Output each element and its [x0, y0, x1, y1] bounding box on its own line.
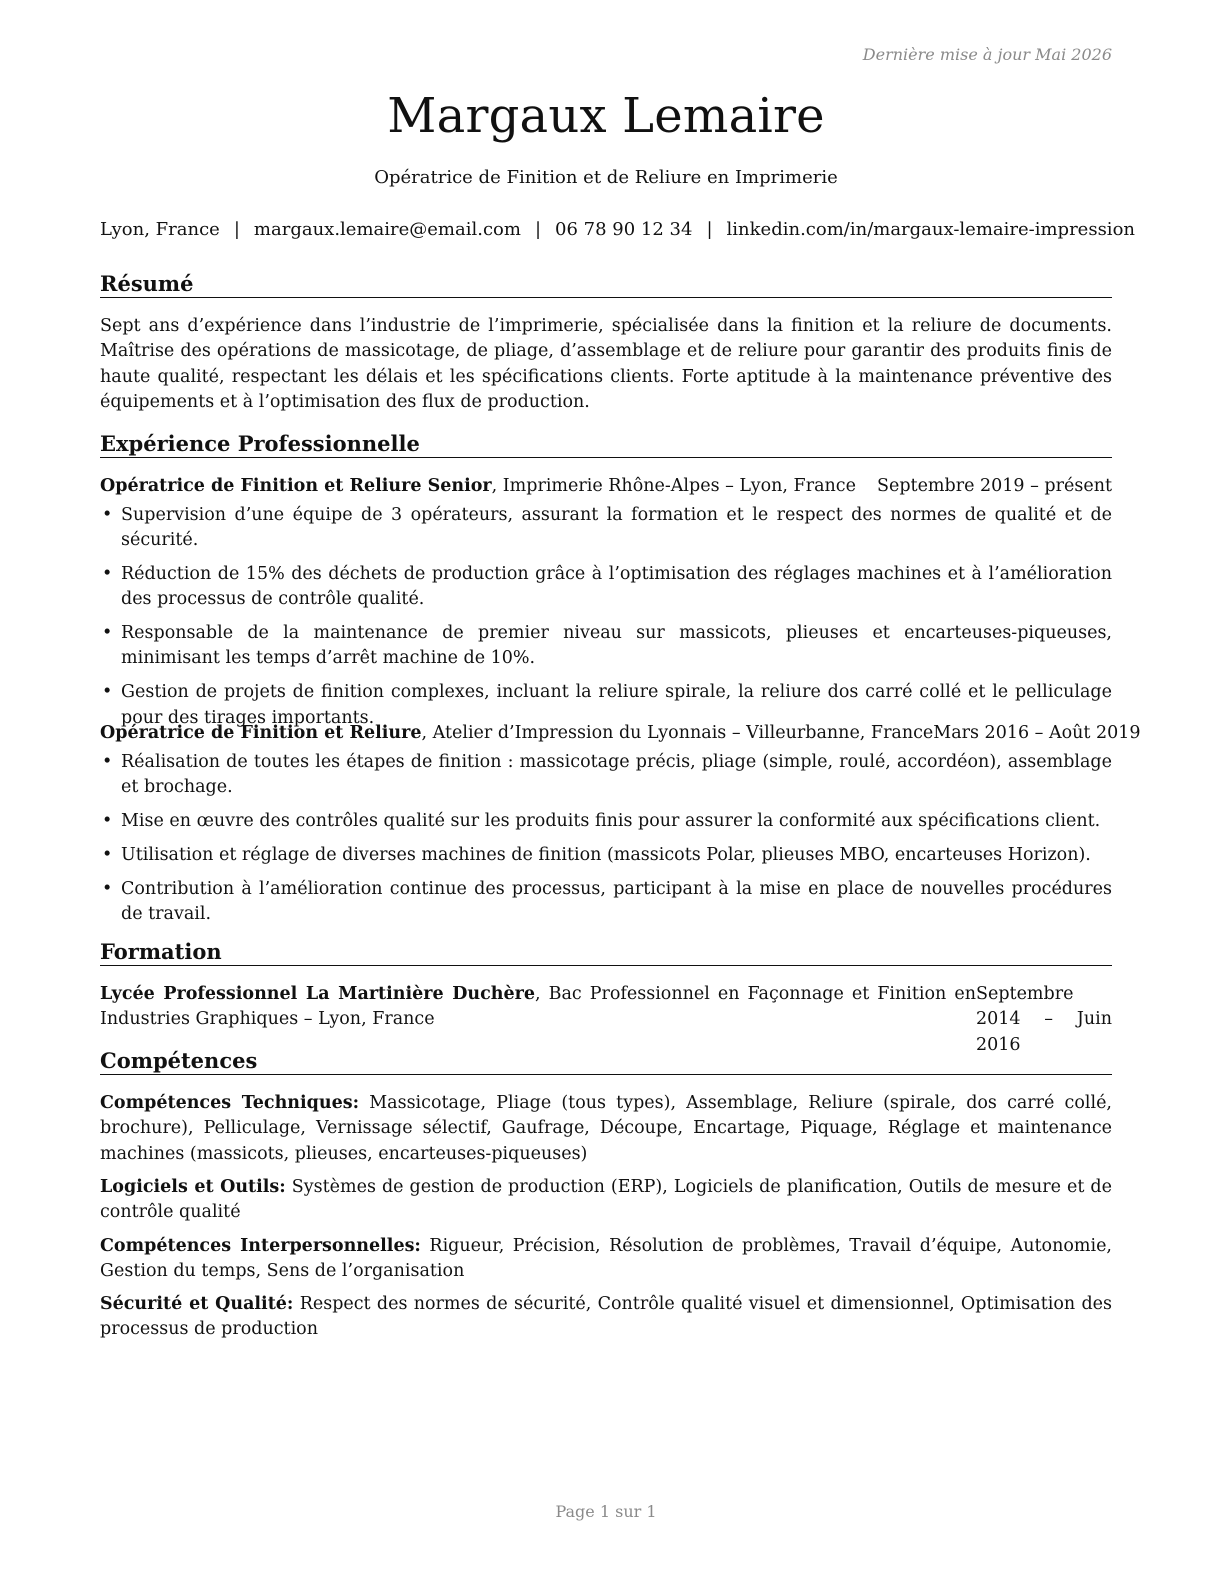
skill-label: Compétences Interpersonnelles:: [100, 1236, 421, 1256]
bullet-text: Responsable de la maintenance de premier niveau sur massicots, plieuses et encarteuses-piqueuses, minimisant les temps d’arrêt machine de 10%.: [121, 623, 1112, 669]
education-details: [100, 982, 976, 1058]
bullet-icon: •: [102, 505, 113, 525]
education-entry: [100, 982, 1112, 1058]
job-dates: Septembre 2019 – présent: [877, 476, 1112, 496]
list-item: [100, 621, 1112, 672]
bullet-text: Mise en œuvre des contrôles qualité sur les produits finis pour assurer la conformité aux spécifications client.: [121, 811, 1101, 832]
skill-group: [100, 1292, 1112, 1343]
education-dates: Septembre 2014 – Juin 2016: [976, 984, 1112, 1055]
education-degree: , Bac Professionnel en Façonnage et Finition en Industries Graphiques – Lyon, France: [100, 984, 977, 1030]
list-item: [100, 503, 1112, 554]
skill-text: Massicotage, Pliage (tous types), Assemblage, Reliure (spirale, dos carré collé, brochure), Pelliculage, Vernissage sélectif, Gaufrage, Découpe, Encartage, Piquage, Réglage et maintenance machines (massicots, plieuses, encarteuses-piqueuses): [100, 1093, 1112, 1164]
last-updated: Dernière mise à jour Mai 2026: [862, 45, 1112, 64]
job-title-line: [100, 474, 856, 499]
job-role: Opératrice de Finition et Reliure: [100, 723, 422, 743]
bullet-icon: •: [102, 752, 113, 772]
contact-separator: |: [534, 219, 542, 240]
bullet-icon: •: [102, 844, 113, 865]
skill-group: [100, 1234, 1112, 1285]
job-bullets: [100, 503, 1112, 739]
list-item: [100, 877, 1112, 928]
bullet-icon: •: [102, 811, 113, 832]
bullet-icon: •: [102, 878, 113, 899]
bullet-text: Gestion de projets de finition complexes, incluant la reliure spirale, la reliure dos carré collé et le pelliculage pour des tirages importants.: [121, 682, 1112, 728]
job-title-line: [100, 721, 933, 746]
resume-page: [100, 0, 1141, 1584]
skill-group: [100, 1175, 1112, 1226]
contact-separator: |: [233, 219, 240, 240]
contact-linkedin[interactable]: linkedin.com/in/margaux-lemaire-impression: [726, 219, 1135, 240]
skill-label: Logiciels et Outils:: [100, 1177, 286, 1197]
contact-phone: 06 78 90 12 34: [555, 219, 693, 240]
section-title-summary: Résumé: [100, 271, 1112, 298]
job-company: , Atelier d’Impression du Lyonnais – Villeurbanne, France: [421, 723, 934, 743]
job-header: [100, 721, 1141, 746]
job-dates: Mars 2016 – Août 2019: [933, 723, 1141, 743]
bullet-text: Réalisation de toutes les étapes de finition : massicotage précis, pliage (simple, roulé, accordéon), assemblage et brochage.: [121, 752, 1112, 798]
headline: Opératrice de Finition et de Reliure en Imprimerie: [374, 167, 838, 188]
bullet-text: Contribution à l’amélioration continue des processus, participant à la mise en place de nouvelles procédures de travail.: [121, 878, 1112, 924]
job-role: Opératrice de Finition et Reliure Senior: [100, 476, 492, 496]
section-title-experience: Expérience Professionnelle: [100, 431, 1112, 458]
list-item: [100, 562, 1112, 613]
page-number: Page 1 sur 1: [555, 1502, 657, 1521]
education-school: Lycée Professionnel La Martinière Duchère: [100, 984, 535, 1004]
bullet-text: Supervision d’une équipe de 3 opérateurs, assurant la formation et le respect des normes de qualité et de sécurité.: [121, 505, 1112, 551]
summary-text: Sept ans d’expérience dans l’industrie de l’imprimerie, spécialisée dans la finition et la reliure de documents. Maîtrise des opérations de massicotage, de pliage, d’assemblage et de reliure pour garantir des produits finis de haute qualité, respectant les délais et les spécifications clients. Forte aptitude à la maintenance préventive des équipements et à l’optimisation des flux de production.: [100, 316, 1112, 412]
job-company: , Imprimerie Rhône-Alpes – Lyon, France: [491, 476, 856, 496]
skill-text: Systèmes de gestion de production (ERP), Logiciels de planification, Outils de mesure et de contrôle qualité: [100, 1177, 1112, 1223]
list-item: [100, 843, 1112, 868]
contact-separator: |: [706, 219, 713, 240]
job-bullets: [100, 750, 1112, 936]
bullet-icon: •: [102, 682, 113, 703]
section-title-education: Formation: [100, 939, 1112, 966]
skill-text: Respect des normes de sécurité, Contrôle qualité visuel et dimensionnel, Optimisation des processus de production: [100, 1294, 1112, 1340]
section-title-skills: Compétences: [100, 1048, 1112, 1075]
contact-line: [100, 219, 1135, 240]
skill-label: Sécurité et Qualité:: [100, 1294, 294, 1314]
list-item: [100, 750, 1112, 801]
bullet-icon: •: [102, 623, 113, 644]
contact-email[interactable]: margaux.lemaire@email.com: [253, 219, 521, 240]
bullet-icon: •: [102, 564, 113, 585]
skill-group: [100, 1091, 1112, 1167]
contact-location: Lyon, France: [100, 219, 220, 240]
skill-label: Compétences Techniques:: [100, 1093, 360, 1113]
bullet-text: Utilisation et réglage de diverses machines de finition (massicots Polar, plieuses MBO, encarteuses Horizon).: [121, 844, 1091, 865]
candidate-name: Margaux Lemaire: [387, 88, 825, 144]
job-header: [100, 474, 1112, 499]
skill-text: Rigueur, Précision, Résolution de problèmes, Travail d’équipe, Autonomie, Gestion du temps, Sens de l’organisation: [100, 1236, 1112, 1282]
bullet-text: Réduction de 15% des déchets de production grâce à l’optimisation des réglages machines et à l’amélioration des processus de contrôle qualité.: [121, 564, 1112, 610]
list-item: [100, 809, 1112, 834]
